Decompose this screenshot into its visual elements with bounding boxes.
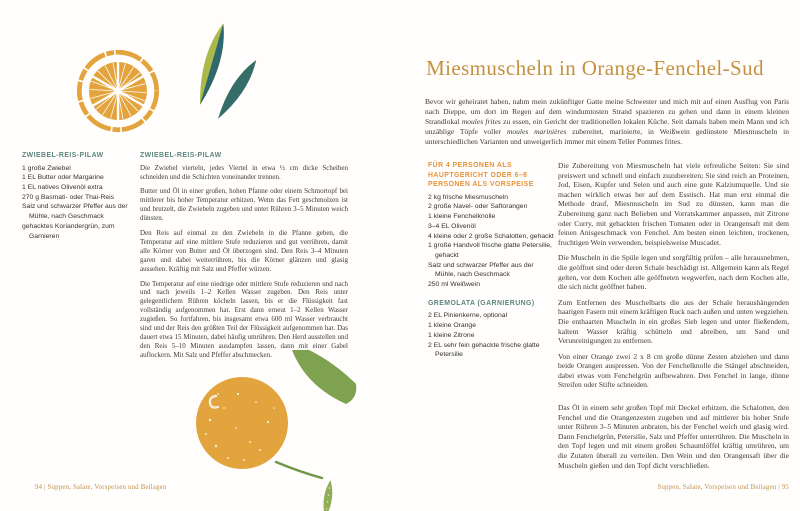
intro-italic-term: moules marinières	[507, 127, 567, 136]
ingredient-item: Salz und schwarzer Pfeffer aus der Mühle, nach Geschmack	[428, 261, 534, 279]
ingredient-item: 270 g Basmati- oder Thai-Reis	[22, 193, 115, 201]
ingredient-item: 2 EL Pinienkerne, optional	[428, 312, 508, 320]
left-method-column	[140, 151, 348, 366]
method-paragraph: Das Öl in einem sehr großen Topf mit Deckel erhitzen, die Schalotten, den Fenchel und die Orangenzesten zugeben und auf mittlerer bis hoher Stufe unter Rühren 3–5 Minuten anbraten, bis der Fenchel weich und glasig wird. Dann Fenchelgrün, Petersilie, Salz und Pfeffer unterrühren. Die Muscheln in den Topf legen und mit einem großen Schaumlöffel kräftig umrühren, um die Zutaten überall zu verteilen. Den Wein und den Orangensaft über die Muscheln gießen und den Topf dicht verschließen.	[558, 403, 789, 470]
recipe-intro	[425, 97, 789, 147]
ingredient-item: 1 EL Butter oder Margarine	[22, 174, 104, 182]
method-paragraph: Die Temperatur auf eine niedrige oder mittlere Stufe reduzieren und nach und nach jeweils 1–2 Kellen Wasser zugeben. Den Reis unter gelegentlichem Rühren köcheln lassen, bis er die Flüssigkeit fast vollständig aufgenommen hat. Erst dann erneut 1–2 Kellen Wasser zugießen. So fortfahren, bis insgesamt etwa 600 ml Wasser verbraucht sind und der Reis den größten Teil der Flüssigkeit aufgenommen hat. Das dauert etwa 15 Minuten, dabei häufig umrühren. Den Herd ausstellen und den Reis 5–10 Minuten ausdampfen lassen, dann mit einer Gabel auflockern. Mit Salz und Pfeffer abschmecken.	[140, 279, 348, 359]
intro-text: Bevor wir geheiratet haben, nahm mein zukünftiger Gatte meine Schwester und mich mit auf einen Ausflug von Paris nach Dieppe, um dort im Regen auf dem windumtosten Strand spazieren zu gehen und dann in einem kleinen Strandlokal	[425, 97, 789, 126]
intro-text: zubereitet, marinierte, in Weißwein gedünstete Miesmuscheln in unterschiedlichen Varianten und unweigerlich immer mit einem Teller Pommes frites.	[425, 127, 790, 146]
ingredient-item: 1 große Zwiebel	[22, 164, 71, 172]
ingredient-item: Salz und schwarzer Pfeffer aus der Mühle, nach Geschmack	[22, 203, 128, 221]
method-paragraph: Von einer Orange zwei 2 x 8 cm große dünne Zesten abziehen und dann beide Orangen auspressen. Von der Fenchelknolle die Stängel abschneiden, dabei etwas vom Fenchelgrün aufbewahren. Den Fenchel in lange, dünne Streifen oder Stifte schneiden.	[558, 351, 789, 390]
left-ingredients-heading: ZWIEBEL-REIS-PILAW	[22, 152, 104, 159]
method-paragraph: Butter und Öl in einer großen, hohen Pfanne oder einem Schmortopf bei mittlerer bis hoher Temperatur erhitzen. Wenn das Fett geschmolzen ist und brutzelt, die Zwiebeln zugeben und unter Rühren 3–5 Minuten weich dünsten.	[140, 187, 348, 223]
intro-italic-term: moules frites	[461, 117, 501, 126]
gremolata-heading: GREMOLATA (GARNIERUNG)	[428, 299, 535, 307]
left-page-folio: 94 | Suppen, Salate, Vorspeisen und Beilagen	[35, 484, 167, 491]
method-paragraph: Den Reis auf einmal zu den Zwiebeln in die Pfanne geben, die Temperatur auf eine mittlere Stufe reduzieren und gut verrühren, damit alle Körner von Butter und Öl überzogen sind. Den Reis 3–4 Minuten garen und dabei weiterrühren, bis die Körner glänzen und glasig aussehen. Kräftig mit Salz und Pfeffer würzen.	[140, 229, 348, 273]
intro-text: zu essen, ein Gericht der traditionellen lokalen Küche. Seit damals haben mein Mann und ich unzählige Töpfe voller	[425, 117, 790, 136]
right-page-folio: Suppen, Salate, Vorspeisen und Beilagen | 95	[657, 484, 789, 491]
recipe-title: Miesmuscheln in Orange-Fenchel-Sud	[426, 56, 764, 80]
right-ingredients-column	[428, 161, 554, 360]
ingredient-item: 1 kleine Fenchelknolle	[428, 213, 496, 221]
ingredient-item: 1 EL natives Olivenöl extra	[22, 184, 103, 191]
ingredient-item: 3–4 EL Olivenöl	[428, 222, 476, 230]
method-paragraph: Die Muscheln in die Spüle legen und sorgfältig prüfen – alle herausnehmen, die geöffnet sind oder deren Schale beschädigt ist. Allgemein kann als Regel gelten, vor dem Kochen alle geöffneten wegwerfen, nach dem Kochen alle, die sich nicht geöffnet haben.	[558, 253, 789, 292]
gremolata-list	[428, 311, 554, 360]
ingredient-item: 1 große Handvoll frische glatte Petersilie, gehackt	[428, 242, 552, 259]
ingredient-item: 1 kleine Orange	[428, 322, 476, 330]
ingredient-item: 2 große Navel- oder Saftorangen	[428, 203, 528, 211]
orange-fruit-illustration	[180, 350, 360, 511]
left-method-heading: ZWIEBEL-REIS-PILAW	[140, 152, 222, 159]
method-paragraph: Die Zubereitung von Miesmuscheln hat viele erfreuliche Seiten: Sie sind preiswert und schnell und einfach zuzubereiten; Sie sind reich an Proteinen, Jod, Eisen, Kupfer und Selen und auch eine gute Kalziumquelle. Und sie machen wirklich etwas her auf dem Esstisch. Hat man erst einmal die Methode drauf, Miesmuscheln im Sud zu dünsten, kann man die Zubereitung ganz nach Belieben und Vorratskammer anpassen, mit Zitrone oder Curry, mit gehackten frischen Tomaten oder in Orangensaft mit dem feinen Anisgeschmack von Fenchel. Am besten einen leichten, trockenen, fruchtigen Wein verwenden, beispielsweise Muscadet.	[558, 161, 789, 247]
ingredient-item: 2 EL sehr fein gehackte frische glatte Petersilie	[428, 341, 540, 359]
orange-slice-illustration	[75, 48, 161, 134]
method-paragraph: Die Zwiebel vierteln, jedes Viertel in etwa ½ cm dicke Scheiben schneiden und die Schichten voneinander trennen.	[140, 163, 348, 181]
servings-heading: FÜR 4 PERSONEN ALS HAUPTGERICHT ODER 6–8 PERSONEN ALS VORSPEISE	[428, 162, 534, 189]
method-paragraph: Zum Entfernen des Muschelbarts die aus der Schale heraushängenden haarigen Fasern mit einem kräftigen Ruck nach außen und unten wegziehen. Die enthaarten Muscheln in ein großes Sieb legen und unter fließendem, kaltem Wasser kräftig schütteln und abreiben, um Sand und Verunreinigungen zu entfernen.	[558, 297, 789, 346]
right-ingredients-list	[428, 193, 554, 290]
ingredient-item: 1 kleine Zitrone	[428, 331, 475, 339]
gremolata-block	[428, 299, 554, 360]
ingredient-item: 2 kg frische Miesmuscheln	[428, 193, 509, 201]
ingredient-item: gehacktes Koriandergrün, zum Garnieren	[22, 222, 115, 240]
ingredient-item: 4 kleine oder 2 große Schalotten, gehackt	[428, 232, 554, 240]
left-ingredients-list	[22, 164, 136, 242]
left-ingredients-column	[22, 151, 136, 241]
olive-leaves-illustration	[188, 20, 260, 119]
ingredient-item: 250 ml Weißwein	[428, 281, 481, 289]
right-method-column	[558, 161, 789, 476]
